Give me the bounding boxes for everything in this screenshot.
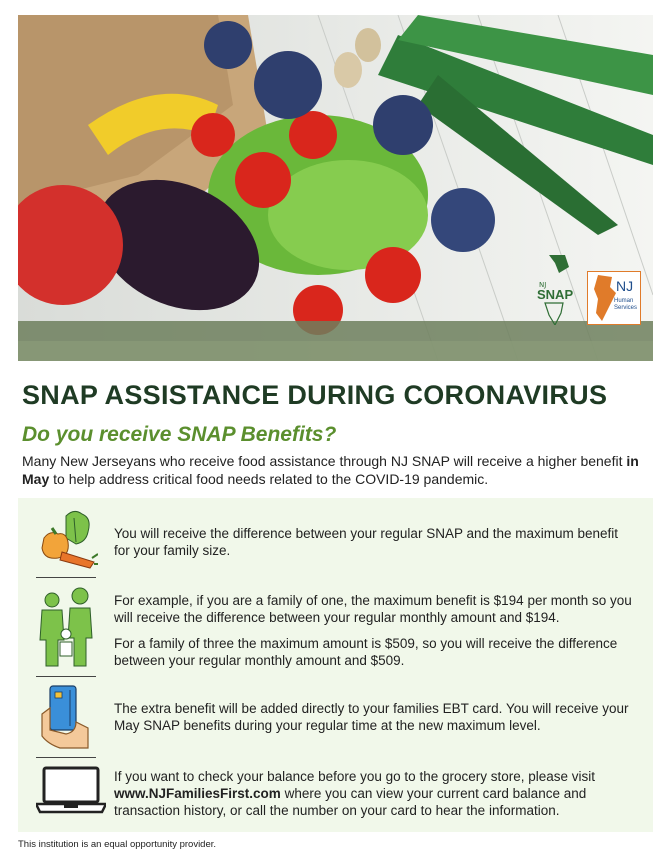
info-text: The extra benefit will be added directly to your families EBT card. You will receive your May SNAP benefits during your regular time at the new maximum level. (114, 701, 629, 733)
hs-human-services-label: Human Services (614, 298, 638, 311)
info-text: If you want to check your balance before you go to the grocery store, please visit www.NJFamiliesFirst.com where you can view your current card balance and transaction history, or call the number on your card to hear the information. (114, 769, 596, 818)
divider (36, 577, 96, 578)
card-in-hand-icon (36, 684, 98, 755)
page-title: SNAP ASSISTANCE DURING CORONAVIRUS (22, 380, 608, 410)
intro-paragraph: Many New Jerseyans who receive food assistance through NJ SNAP will receive a higher benefit in May to help address critical food needs related to the COVID-19 pandemic. (22, 453, 639, 487)
website-link[interactable]: www.NJFamiliesFirst.com (114, 786, 281, 801)
hero-grocery-image (18, 15, 653, 361)
laptop-icon (36, 764, 106, 819)
family-icon (36, 586, 98, 675)
nj-human-services-logo (587, 271, 641, 325)
nj-snap-logo (535, 255, 581, 325)
info-panel (18, 498, 653, 832)
svg-text:NJ: NJ (539, 281, 547, 289)
divider (36, 757, 96, 758)
info-text: For example, if you are a family of one, the maximum benefit is $194 per month so you will receive the difference between your regular monthly amount and $194. For a family of three the maximum amount is $509, so you will receive the difference between your regular monthly amount and $509. (114, 593, 632, 668)
page-subtitle: Do you receive SNAP Benefits? (22, 423, 337, 446)
vegetables-icon (36, 508, 98, 579)
divider (36, 676, 96, 677)
hs-nj-label: NJ (616, 278, 634, 294)
svg-text:SNAP: SNAP (537, 287, 574, 302)
info-text: You will receive the difference between your regular SNAP and the maximum benefit for your family size. (114, 526, 619, 558)
footer-note: This institution is an equal opportunity provider. (18, 839, 217, 850)
